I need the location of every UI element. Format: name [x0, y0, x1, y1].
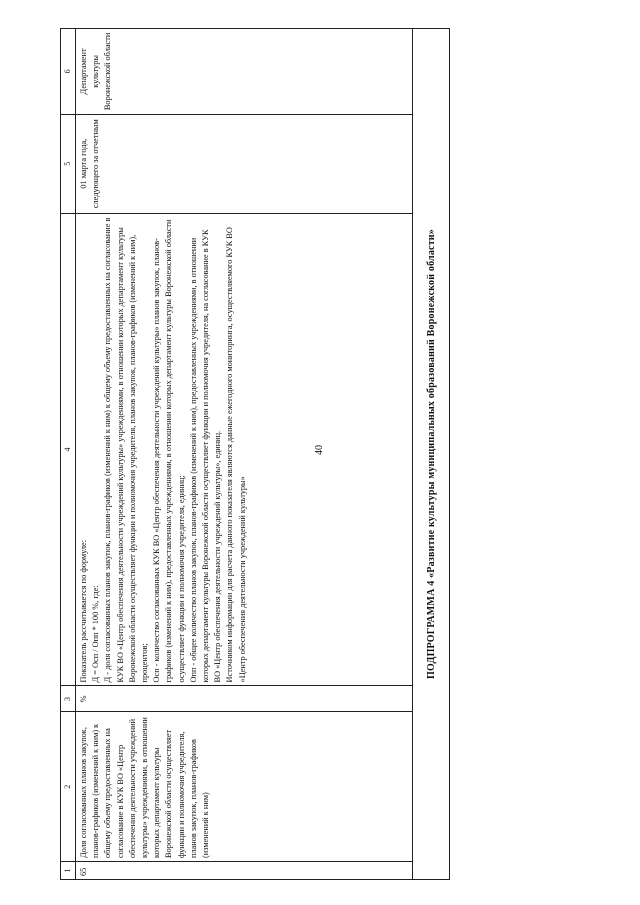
- method-line: Осп - количество согласованных КУК ВО «Центр обеспечения деятельности учреждений культуры» планов закупок, планов-графиков (изменений к ним), предоставленных учреждениями, в отношении которых департамент культуры Воронежской области осуществляет функции и полномочия учредителя, единиц;: [152, 219, 186, 683]
- header-col-2: 2: [61, 711, 75, 861]
- header-col-5: 5: [61, 114, 75, 213]
- header-col-6: 6: [63, 69, 72, 74]
- method-formula: Д = Осп / Опп * 100 %, где:: [91, 585, 101, 683]
- method-line: Показатель рассчитывается по формуле:: [79, 539, 88, 683]
- indicator-table: [60, 28, 450, 880]
- indicator-name: Доля согласованных планов закупок, планов-графиков (изменений к ним) к общему объему предоставленных на согласование в КУК ВО «Центр обеспечения деятельности учреждений культуры» учреждениями, в отношении которых департамент культуры Воронежской области осуществляет функции и полномочия учредителя, планов закупок, планов-графиков (изменений к ним): [76, 711, 412, 861]
- unit-cell: %: [76, 685, 412, 711]
- subprogram-row: [412, 28, 450, 880]
- method-line: Д - доля согласованных планов закупок, планов-графиков (изменений к ним) к общему объему предоставленных на согласование в КУК ВО «Центр обеспечения деятельности учреждений культуры» учреждениями, в отношении которых департамент культуры Воронежской области осуществляет функции и полномочия учредителя, планов закупок, планов-графиков (изменений к ним), процентов;: [103, 217, 150, 683]
- page-number: 40: [314, 445, 325, 455]
- method-line: Источником информации для расчета данного показателя являются данные ежегодного мониторинга, осуществляемого КУК ВО «Центр обеспечения деятельности учреждений культуры»: [225, 227, 247, 683]
- header-col-1: 1: [61, 861, 75, 879]
- row-number: 65: [76, 861, 412, 879]
- deadline-cell: 01 марта года, следующего за отчетным: [76, 114, 412, 213]
- responsible-cell: Департамент культуры Воронежской области: [79, 32, 113, 111]
- header-col-3: 3: [61, 685, 75, 711]
- calculation-method: [76, 213, 412, 686]
- header-col-4: 4: [61, 213, 75, 686]
- method-line: Опп - общее количество планов закупок, планов-графиков (изменений к ним), предоставленных учреждениями, в отношении которых департамент культуры Воронежской области осуществляет функции и полномочия учредителя, на согласование в КУК ВО «Центр обеспечения деятельности учреждений культуры», единиц.: [188, 229, 223, 683]
- table-header-row: [60, 28, 75, 880]
- subprogram-title: ПОДПРОГРАММА 4 «Развитие культуры муниципальных образований Воронежской области»: [425, 229, 437, 679]
- table-row: [75, 28, 412, 880]
